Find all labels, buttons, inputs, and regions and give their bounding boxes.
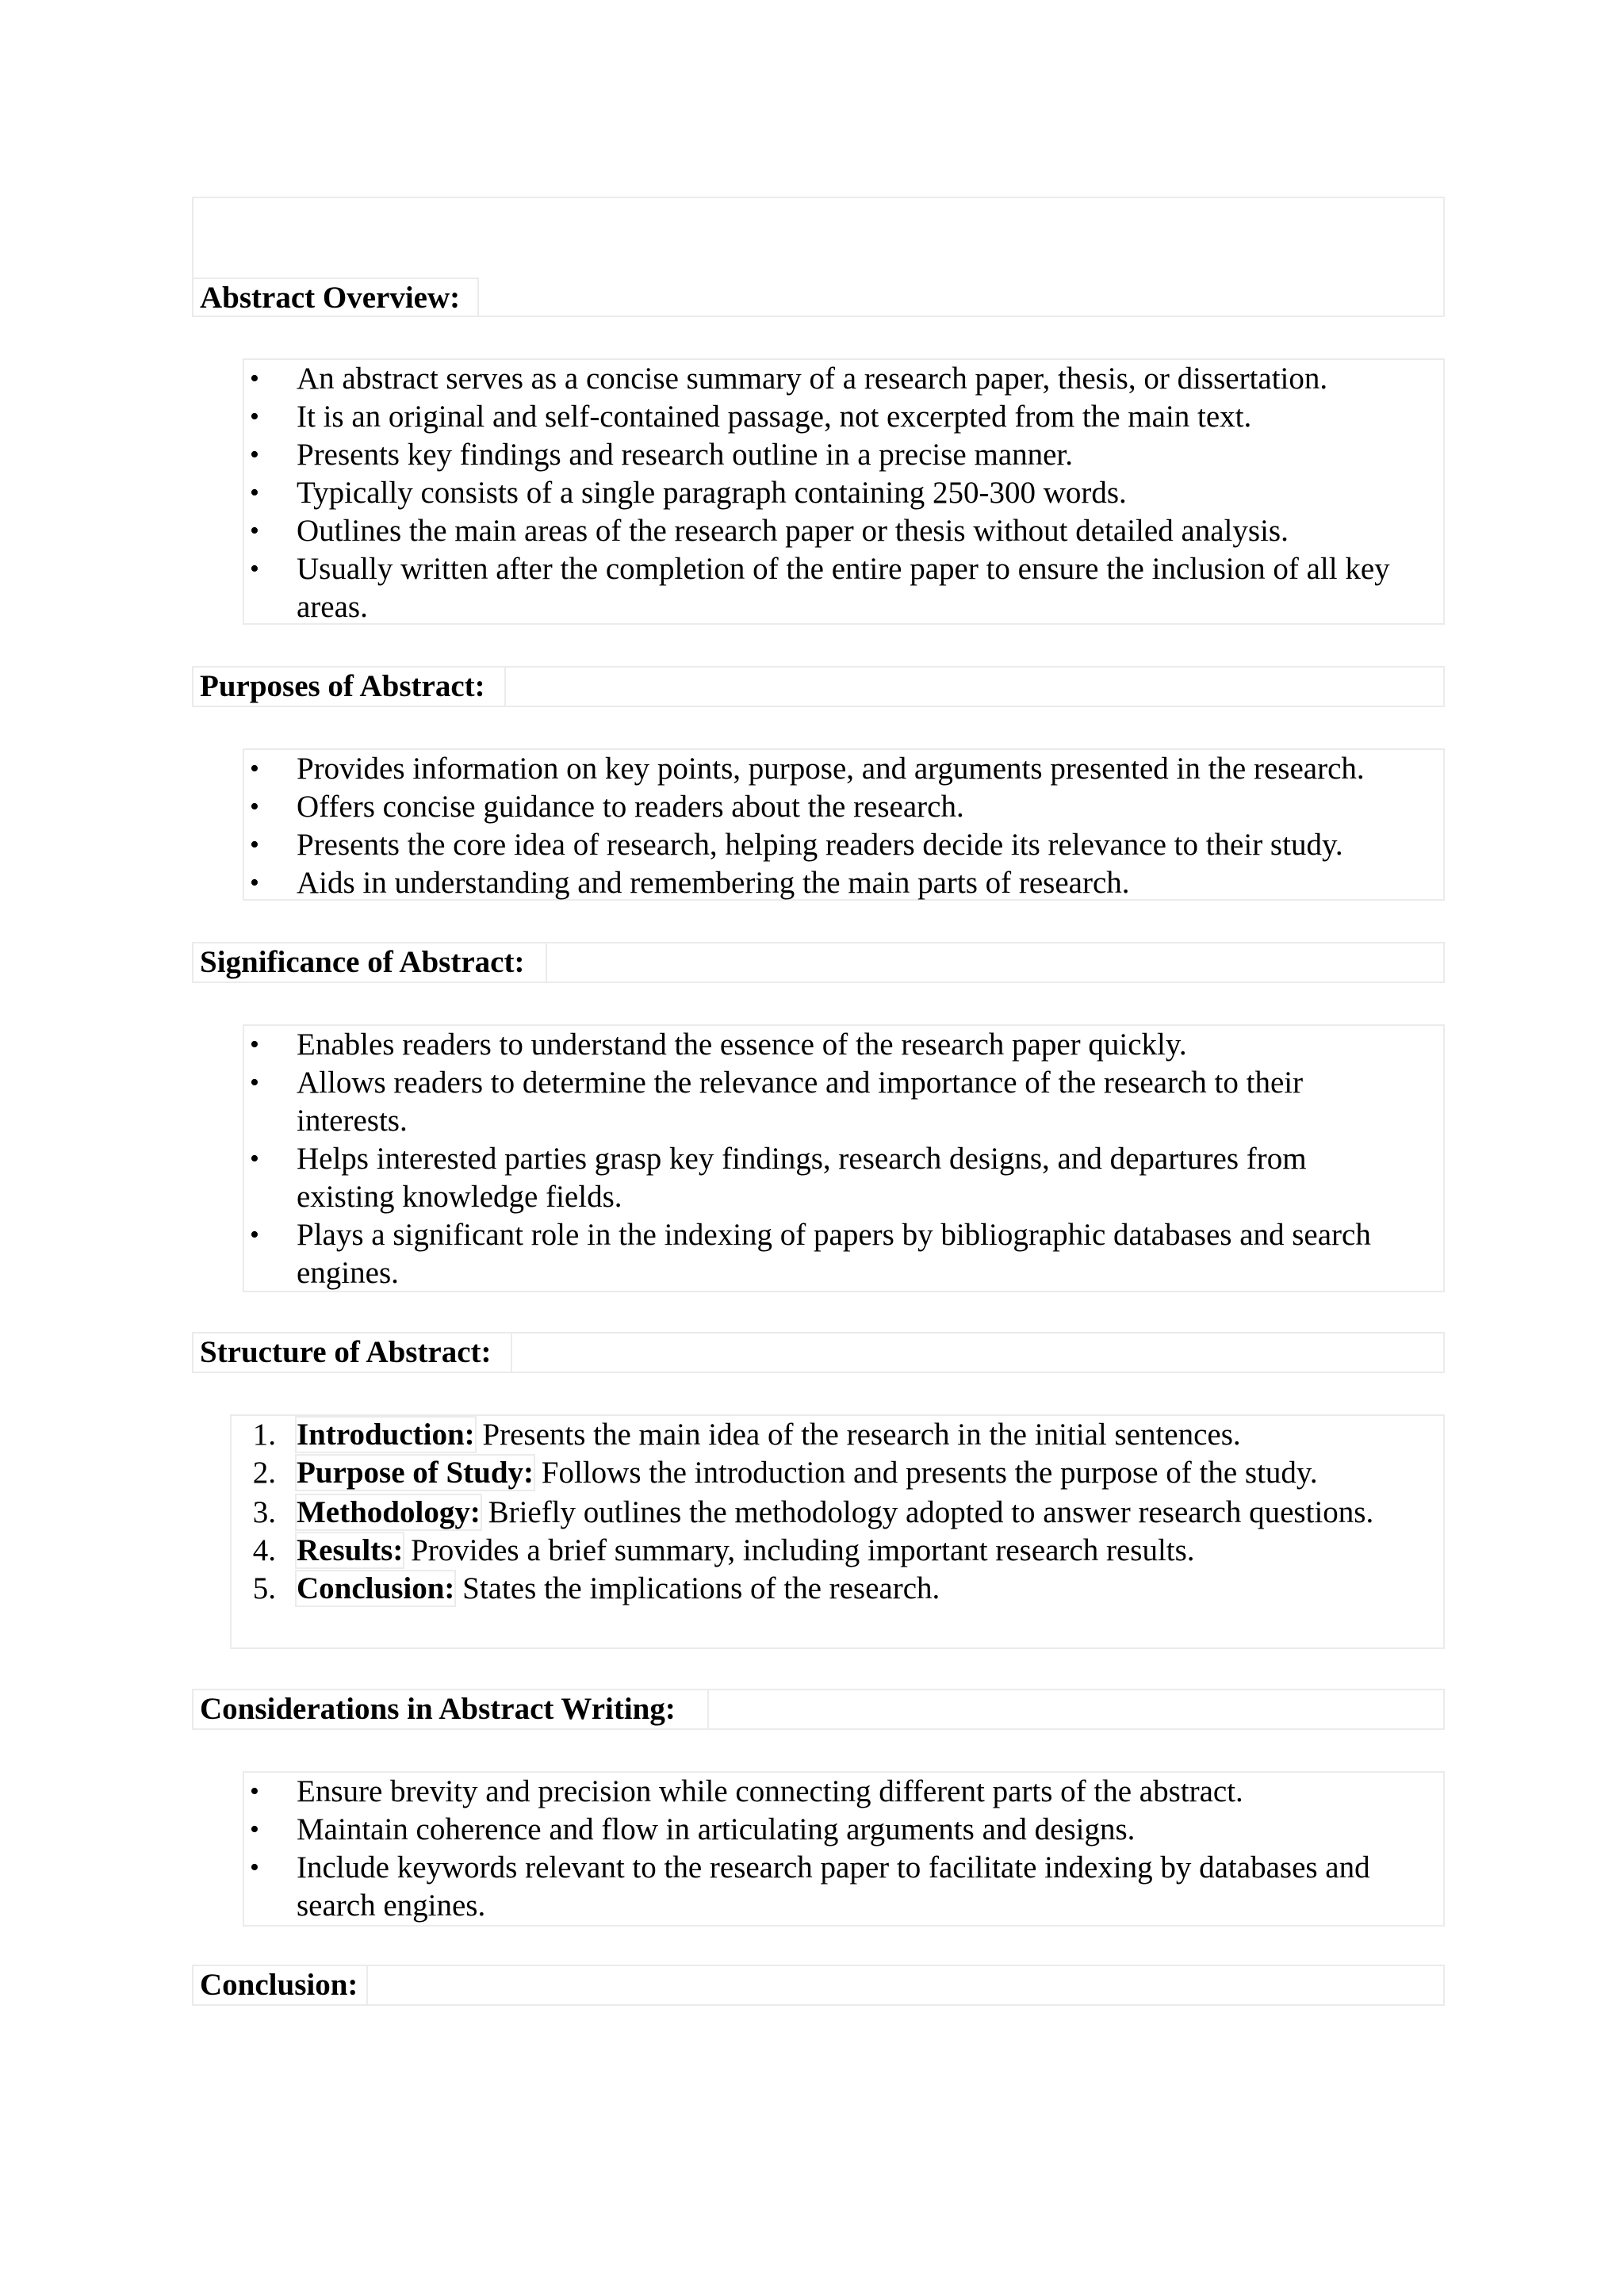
bullet-icon: • [250, 1144, 259, 1173]
bullet-icon: • [250, 402, 259, 431]
bullet-icon: • [250, 1815, 259, 1844]
heading-purposes-of-abstract: Purposes of Abstract: [200, 669, 485, 703]
list-item: • An abstract serves as a concise summary of a research paper, thesis, or dissertation. [243, 360, 1440, 398]
heading-significance-of-abstract: Significance of Abstract: [200, 945, 525, 979]
list-item: 4. Results: Provides a brief summary, including important research results. [252, 1533, 1195, 1567]
bullet-icon: • [250, 1853, 259, 1882]
bullet-icon: • [250, 516, 259, 545]
list-item: • It is an original and self-contained passage, not excerpted from the main text. [243, 398, 1440, 436]
heading-considerations-in-abstract-writing: Considerations in Abstract Writing: [200, 1692, 676, 1726]
bullet-icon: • [250, 754, 259, 783]
list-purposes-of-abstract [243, 750, 1448, 902]
list-item: • Maintain coherence and flow in articulating arguments and designs. [243, 1811, 1440, 1849]
list-item: 2. Purpose of Study: Follows the introduction and presents the purpose of the study. [252, 1456, 1318, 1490]
list-item: • Usually written after the completion of the entire paper to ensure the inclusion of all key areas. [243, 550, 1440, 626]
bullet-icon: • [250, 1220, 259, 1249]
list-item: • Typically consists of a single paragraph containing 250-300 words. [243, 474, 1440, 512]
bullet-icon: • [250, 1068, 259, 1097]
bullet-icon: • [250, 792, 259, 821]
list-item: • Presents the core idea of research, helping readers decide its relevance to their study. [243, 826, 1448, 864]
list-item: • Plays a significant role in the indexing of papers by bibliographic databases and search engines. [243, 1216, 1440, 1292]
list-item: • Allows readers to determine the relevance and importance of the research to their interests. [243, 1064, 1440, 1140]
list-item: • Outlines the main areas of the research paper or thesis without detailed analysis. [243, 512, 1440, 550]
list-item: • Include keywords relevant to the research paper to facilitate indexing by databases and search engines. [243, 1849, 1440, 1925]
heading-row-box-conclusion [192, 1965, 1445, 2006]
list-abstract-overview [243, 360, 1440, 626]
bullet-icon: • [250, 1030, 259, 1059]
list-item: • Ensure brevity and precision while connecting different parts of the abstract. [243, 1773, 1440, 1811]
list-structure-of-abstract [230, 1416, 1443, 1608]
heading-abstract-overview: Abstract Overview: [200, 281, 461, 315]
list-item: • Aids in understanding and remembering the main parts of research. [243, 864, 1448, 902]
bullet-icon: • [250, 830, 259, 859]
list-item: • Presents key findings and research outline in a precise manner. [243, 436, 1440, 474]
heading-conclusion: Conclusion: [200, 1968, 358, 2002]
list-considerations-in-abstract-writing [243, 1773, 1440, 1925]
list-item: 1. Introduction: Presents the main idea of the research in the initial sentences. [252, 1418, 1241, 1452]
list-item: • Enables readers to understand the essence of the research paper quickly. [243, 1026, 1440, 1064]
list-significance-of-abstract [243, 1026, 1440, 1292]
list-item: • Provides information on key points, purpose, and arguments presented in the research. [243, 750, 1448, 788]
bullet-icon: • [250, 478, 259, 507]
bullet-icon: • [250, 554, 259, 584]
list-item: • Offers concise guidance to readers about the research. [243, 788, 1448, 826]
bullet-icon: • [250, 1777, 259, 1806]
heading-structure-of-abstract: Structure of Abstract: [200, 1335, 492, 1369]
list-item: 5. Conclusion: States the implications of the research. [252, 1571, 940, 1605]
bullet-icon: • [250, 440, 259, 469]
list-item: 3. Methodology: Briefly outlines the methodology adopted to answer research questions. [252, 1495, 1374, 1529]
list-item: • Helps interested parties grasp key findings, research designs, and departures from existing knowledge fields. [243, 1140, 1440, 1216]
bullet-icon: • [250, 868, 259, 897]
bullet-icon: • [250, 364, 259, 393]
